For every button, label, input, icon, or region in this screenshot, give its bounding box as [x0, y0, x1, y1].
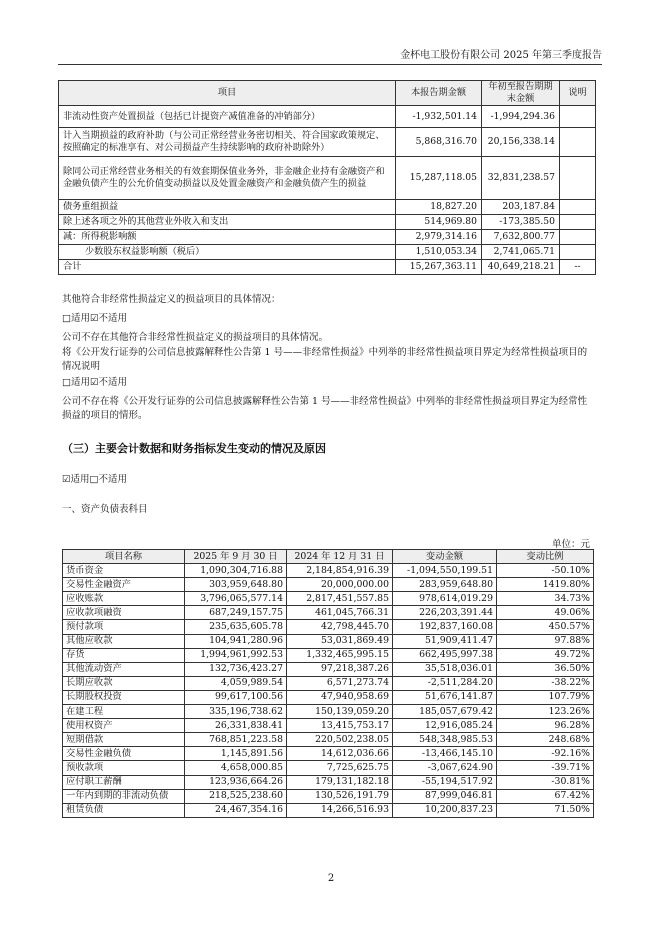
- item-name-cell: 交易性金融负债: [63, 747, 185, 761]
- balance-sheet-table: [62, 549, 594, 818]
- change-ratio-cell: 49.06%: [497, 606, 594, 620]
- change-ratio-cell: 450.57%: [497, 620, 594, 634]
- sep30-value-cell: 335,196,738.62: [185, 705, 287, 719]
- dec31-value-cell: 14,612,036.66: [287, 747, 393, 761]
- sep30-value-cell: 104,941,280.96: [185, 634, 287, 648]
- applicable-checkbox-2: □适用☑不适用: [62, 377, 127, 388]
- sep30-value-cell: 3,796,065,577.14: [185, 592, 287, 606]
- change-amount-cell: -13,466,145.10: [393, 747, 497, 761]
- item-name-cell: 应收账款: [63, 592, 185, 606]
- item-name-cell: 长期应收款: [63, 676, 185, 690]
- table-row: [63, 592, 594, 606]
- nonrecurring-gains-table: [58, 80, 596, 275]
- applicable-checkbox-1: □适用☑不适用: [62, 313, 127, 324]
- dec31-value-cell: 220,502,238.05: [287, 733, 393, 747]
- note-cell: [560, 128, 596, 157]
- dec31-value-cell: 130,526,191.79: [287, 789, 393, 803]
- change-ratio-cell: 96.28%: [497, 719, 594, 733]
- dec31-value-cell: 150,139,059.20: [287, 705, 393, 719]
- sep30-value-cell: 768,851,223.58: [185, 733, 287, 747]
- change-amount-cell: 35,518,036.01: [393, 662, 497, 676]
- table-row: [63, 789, 594, 803]
- item-name-cell: 存货: [63, 648, 185, 662]
- change-ratio-cell: 67.42%: [497, 789, 594, 803]
- change-amount-cell: 10,200,837.23: [393, 803, 497, 817]
- dec31-value-cell: 13,415,753.17: [287, 719, 393, 733]
- table-row: [59, 128, 596, 157]
- dec31-value-cell: 7,725,625.75: [287, 761, 393, 775]
- change-amount-cell: 283,959,648.80: [393, 578, 497, 592]
- item-name-cell: 短期借款: [63, 733, 185, 747]
- change-amount-cell: -55,194,517.92: [393, 775, 497, 789]
- ytd-amount-cell: 40,649,218.21: [482, 260, 560, 275]
- sep30-value-cell: 218,525,238.60: [185, 789, 287, 803]
- dec31-value-cell: 6,571,273.74: [287, 676, 393, 690]
- header-cell: 2025 年 9 月 30 日: [185, 550, 287, 564]
- sep30-value-cell: 26,331,838.41: [185, 719, 287, 733]
- item-cell: 除上述各项之外的其他营业外收入和支出: [59, 215, 396, 230]
- change-amount-cell: 51,676,141.87: [393, 690, 497, 704]
- dec31-value-cell: 179,131,182.18: [287, 775, 393, 789]
- table-row: [63, 705, 594, 719]
- sep30-value-cell: 1,090,304,716.88: [185, 564, 287, 578]
- table-row: [63, 564, 594, 578]
- item-name-cell: 长期股权投资: [63, 690, 185, 704]
- item-name-cell: 使用权资产: [63, 719, 185, 733]
- ytd-amount-cell: 203,187.84: [482, 200, 560, 215]
- subsection-title: 一、资产负债表科目: [62, 504, 148, 515]
- item-name-cell: 一年内到期的非流动负债: [63, 789, 185, 803]
- header-cell: 项目名称: [63, 550, 185, 564]
- header-cell: 变动金额: [393, 550, 497, 564]
- table-row: [63, 634, 594, 648]
- dec31-value-cell: 1,332,465,995.15: [287, 648, 393, 662]
- item-name-cell: 应付职工薪酬: [63, 775, 185, 789]
- table-row: [63, 747, 594, 761]
- item-name-cell: 其他应收款: [63, 634, 185, 648]
- item-name-cell: 货币资金: [63, 564, 185, 578]
- unit-label: 单位：元: [551, 539, 590, 550]
- sep30-value-cell: 235,635,605.78: [185, 620, 287, 634]
- change-amount-cell: 978,614,019.29: [393, 592, 497, 606]
- paragraph-other-items: 其他符合非经常性损益定义的损益项目的具体情况：: [62, 294, 281, 305]
- current-amount-cell: -1,932,501.14: [396, 106, 482, 128]
- report-header: 金杯电工股份有限公司 2025 年第三季度报告: [400, 50, 602, 61]
- item-name-cell: 预收款项: [63, 761, 185, 775]
- item-cell: 减：所得税影响额: [59, 230, 396, 245]
- section-title: （三）主要会计数据和财务指标发生变动的情况及原因: [62, 442, 326, 455]
- table-row: [59, 200, 596, 215]
- table-row: [63, 733, 594, 747]
- item-cell: 除同公司正常经营业务相关的有效套期保值业务外，非金融企业持有金融资产和金融负债产生的公允价值变动损益以及处置金融资产和金融负债产生的损益: [59, 157, 396, 200]
- page-number: 2: [327, 873, 335, 884]
- header-cell: 项目: [59, 81, 396, 106]
- change-ratio-cell: 49.72%: [497, 648, 594, 662]
- change-amount-cell: 51,909,411.47: [393, 634, 497, 648]
- ytd-amount-cell: -1,994,294.36: [482, 106, 560, 128]
- ytd-amount-cell: 20,156,338.14: [482, 128, 560, 157]
- change-ratio-cell: -50.10%: [497, 564, 594, 578]
- change-ratio-cell: 34.73%: [497, 592, 594, 606]
- current-amount-cell: 5,868,316.70: [396, 128, 482, 157]
- sep30-value-cell: 132,736,423.27: [185, 662, 287, 676]
- change-amount-cell: -1,094,550,199.51: [393, 564, 497, 578]
- header-divider: [58, 64, 602, 65]
- header-cell: 2024 年 12 月 31 日: [287, 550, 393, 564]
- sep30-value-cell: 687,249,157.75: [185, 606, 287, 620]
- sep30-value-cell: 123,936,664.26: [185, 775, 287, 789]
- paragraph-reclassification: 将《公开发行证券的公司信息披露解释性公告第 1 号——非经常性损益》中列举的非经常性损益项目界定为经常性损益项目的情况说明: [62, 347, 588, 372]
- dec31-value-cell: 2,184,854,916.39: [287, 564, 393, 578]
- change-amount-cell: 192,837,160.08: [393, 620, 497, 634]
- change-amount-cell: 12,916,085.24: [393, 719, 497, 733]
- item-name-cell: 租赁负债: [63, 803, 185, 817]
- ytd-amount-cell: 2,741,065.71: [482, 245, 560, 260]
- current-amount-cell: 18,827.20: [396, 200, 482, 215]
- sep30-value-cell: 4,059,989.54: [185, 676, 287, 690]
- paragraph-no-reclassification: 公司不存在将《公开发行证券的公司信息披露解释性公告第 1 号——非经常性损益》中列举的非经常性损益项目界定为经常性损益的项目的情形。: [62, 396, 588, 421]
- change-ratio-cell: 107.79%: [497, 690, 594, 704]
- paragraph-no-other-items: 公司不存在其他符合非经常性损益定义的损益项目的具体情况。: [62, 332, 329, 343]
- change-ratio-cell: -92.16%: [497, 747, 594, 761]
- table-row: [63, 676, 594, 690]
- item-name-cell: 交易性金融资产: [63, 578, 185, 592]
- applicable-checkbox-3: ☑适用□不适用: [62, 474, 127, 485]
- table-row: [63, 690, 594, 704]
- change-ratio-cell: 36.50%: [497, 662, 594, 676]
- change-amount-cell: 87,999,046.81: [393, 789, 497, 803]
- change-ratio-cell: 97.88%: [497, 634, 594, 648]
- note-cell: [560, 106, 596, 128]
- ytd-amount-cell: 32,831,238.57: [482, 157, 560, 200]
- note-cell: [560, 157, 596, 200]
- item-name-cell: 应收款项融资: [63, 606, 185, 620]
- table-row: [63, 620, 594, 634]
- sep30-value-cell: 99,617,100.56: [185, 690, 287, 704]
- change-ratio-cell: -38.22%: [497, 676, 594, 690]
- table-row: [59, 106, 596, 128]
- table-row: [59, 230, 596, 245]
- table-row: [63, 662, 594, 676]
- change-ratio-cell: 1419.80%: [497, 578, 594, 592]
- change-amount-cell: 662,495,997.38: [393, 648, 497, 662]
- table-row: [63, 803, 594, 817]
- item-name-cell: 其他流动资产: [63, 662, 185, 676]
- note-cell: [560, 215, 596, 230]
- change-ratio-cell: 71.50%: [497, 803, 594, 817]
- sep30-value-cell: 303,959,648.80: [185, 578, 287, 592]
- item-name-cell: 预付款项: [63, 620, 185, 634]
- dec31-value-cell: 42,798,445.70: [287, 620, 393, 634]
- item-cell: 非流动性资产处置损益（包括已计提资产减值准备的冲销部分）: [59, 106, 396, 128]
- header-cell: 年初至报告期期末金额: [482, 81, 560, 106]
- current-amount-cell: 514,969.80: [396, 215, 482, 230]
- dec31-value-cell: 47,940,958.69: [287, 690, 393, 704]
- table-row: [63, 606, 594, 620]
- dec31-value-cell: 2,817,451,557.85: [287, 592, 393, 606]
- dec31-value-cell: 97,218,387.26: [287, 662, 393, 676]
- table-row: [59, 157, 596, 200]
- table-row: [59, 245, 596, 260]
- item-cell: 债务重组损益: [59, 200, 396, 215]
- table-row: [63, 761, 594, 775]
- header-cell: 说明: [560, 81, 596, 106]
- ytd-amount-cell: -173,385.50: [482, 215, 560, 230]
- ytd-amount-cell: 7,632,800.77: [482, 230, 560, 245]
- change-ratio-cell: 248.68%: [497, 733, 594, 747]
- header-cell: 本报告期金额: [396, 81, 482, 106]
- item-name-cell: 在建工程: [63, 705, 185, 719]
- dec31-value-cell: 20,000,000.00: [287, 578, 393, 592]
- item-cell: 合计: [59, 260, 396, 275]
- note-cell: [560, 230, 596, 245]
- note-cell: [560, 245, 596, 260]
- table-row: [63, 648, 594, 662]
- table-row: [59, 215, 596, 230]
- note-cell: [560, 200, 596, 215]
- change-amount-cell: -3,067,624.90: [393, 761, 497, 775]
- item-cell: 少数股东权益影响额（税后）: [59, 245, 396, 260]
- sep30-value-cell: 1,994,961,992.53: [185, 648, 287, 662]
- sep30-value-cell: 24,467,354.16: [185, 803, 287, 817]
- change-amount-cell: 226,203,391.44: [393, 606, 497, 620]
- sep30-value-cell: 4,658,000.85: [185, 761, 287, 775]
- item-cell: 计入当期损益的政府补助（与公司正常经营业务密切相关、符合国家政策规定、按照确定的标准享有、对公司损益产生持续影响的政府补助除外）: [59, 128, 396, 157]
- note-cell: --: [560, 260, 596, 275]
- change-amount-cell: 548,348,985.53: [393, 733, 497, 747]
- current-amount-cell: 1,510,053.34: [396, 245, 482, 260]
- change-amount-cell: -2,511,284.20: [393, 676, 497, 690]
- dec31-value-cell: 14,266,516.93: [287, 803, 393, 817]
- table-row: [59, 260, 596, 275]
- current-amount-cell: 15,287,118.05: [396, 157, 482, 200]
- table-header-row: [59, 81, 596, 106]
- change-amount-cell: 185,057,679.42: [393, 705, 497, 719]
- sep30-value-cell: 1,145,891.56: [185, 747, 287, 761]
- change-ratio-cell: -39.71%: [497, 761, 594, 775]
- current-amount-cell: 15,267,363.11: [396, 260, 482, 275]
- change-ratio-cell: 123.26%: [497, 705, 594, 719]
- dec31-value-cell: 461,045,766.31: [287, 606, 393, 620]
- header-cell: 变动比例: [497, 550, 594, 564]
- table-header-row: [63, 550, 594, 564]
- table-row: [63, 578, 594, 592]
- dec31-value-cell: 53,031,869.49: [287, 634, 393, 648]
- table-row: [63, 719, 594, 733]
- table-row: [63, 775, 594, 789]
- current-amount-cell: 2,979,314.16: [396, 230, 482, 245]
- change-ratio-cell: -30.81%: [497, 775, 594, 789]
